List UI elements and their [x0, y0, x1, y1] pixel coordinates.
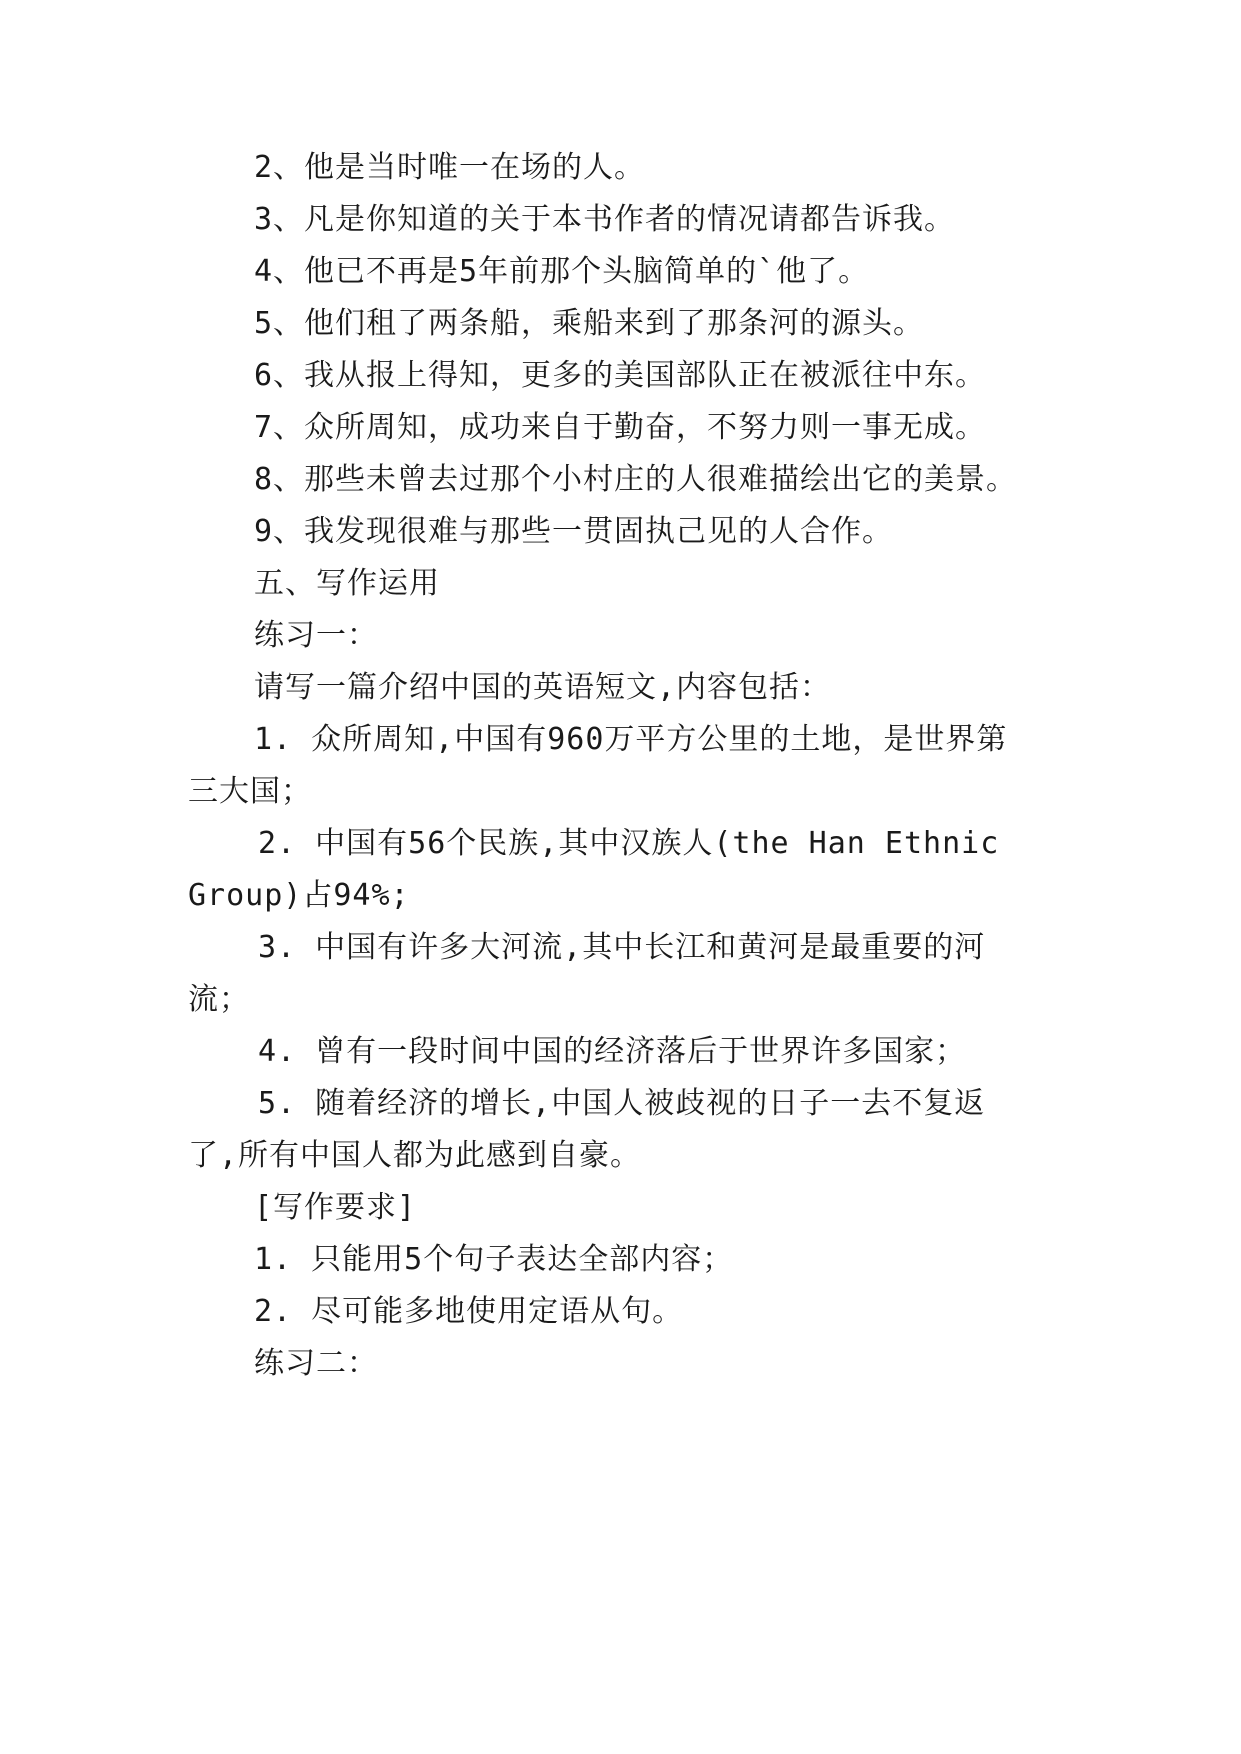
point-5-line-2: 了,所有中国人都为此感到自豪。 — [188, 1138, 642, 1173]
sentence-6: 6、我从报上得知，更多的美国部队正在被派往中东。 — [254, 358, 987, 393]
exercise-two-heading: 练习二： — [254, 1346, 378, 1381]
exercise-one-heading: 练习一： — [254, 618, 378, 653]
requirement-1: 1. 只能用5个句子表达全部内容； — [254, 1242, 734, 1277]
sentence-9: 9、我发现很难与那些一贯固执己见的人合作。 — [254, 514, 894, 549]
exercise-one-prompt: 请写一篇介绍中国的英语短文,内容包括： — [254, 670, 832, 705]
sentence-3: 3、凡是你知道的关于本书作者的情况请都告诉我。 — [254, 202, 956, 237]
sentence-5: 5、他们租了两条船，乘船来到了那条河的源头。 — [254, 306, 925, 341]
sentence-7: 7、众所周知，成功来自于勤奋，不努力则一事无成。 — [254, 410, 987, 445]
point-1-line-1: 1. 众所周知,中国有960万平方公里的土地，是世界第 — [254, 722, 1008, 757]
point-1-line-2: 三大国； — [188, 774, 312, 809]
point-2-line-1: 2. 中国有56个民族,其中汉族人(the Han Ethnic — [258, 826, 1000, 861]
point-5-line-1: 5. 随着经济的增长,中国人被歧视的日子一去不复返 — [258, 1086, 986, 1121]
sentence-8: 8、那些未曾去过那个小村庄的人很难描绘出它的美景。 — [254, 462, 1018, 497]
point-3-line-2: 流； — [188, 982, 250, 1017]
sentence-4: 4、他已不再是5年前那个头脑简单的`他了。 — [254, 254, 870, 289]
section-heading: 五、写作运用 — [254, 566, 440, 601]
point-2-line-2: Group)占94%; — [188, 878, 410, 913]
writing-requirements-heading: [写作要求] — [254, 1190, 417, 1225]
sentence-2: 2、他是当时唯一在场的人。 — [254, 150, 646, 185]
requirement-2: 2. 尽可能多地使用定语从句。 — [254, 1294, 684, 1329]
point-3-line-1: 3. 中国有许多大河流,其中长江和黄河是最重要的河 — [258, 930, 986, 965]
point-4: 4. 曾有一段时间中国的经济落后于世界许多国家； — [258, 1034, 967, 1069]
